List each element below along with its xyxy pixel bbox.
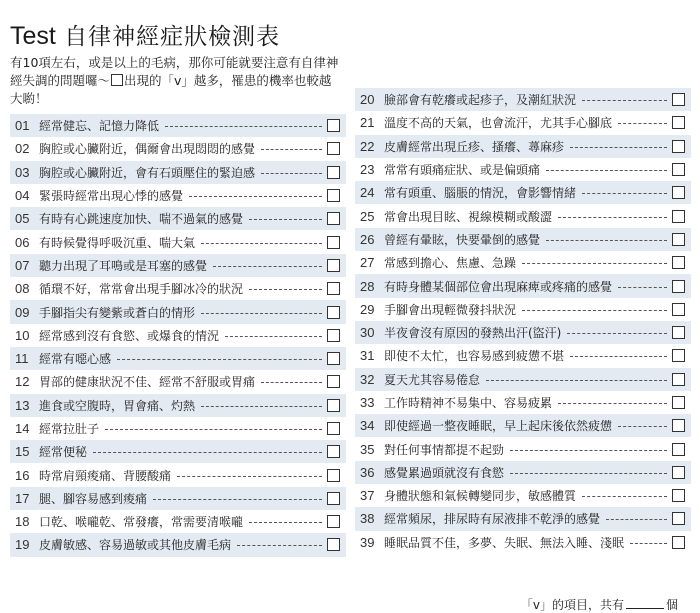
item-text: 循環不好，常常會出現手腳冰冷的狀況: [39, 282, 244, 297]
item-text: 皮膚敏感、容易過敏或其他皮膚毛病: [39, 538, 232, 553]
item-number: 36: [360, 464, 375, 480]
checklist-item[interactable]: [10, 254, 346, 277]
checklist-item[interactable]: [355, 111, 691, 134]
item-text: 進食或空腹時，胃會痛、灼熱: [39, 398, 196, 413]
checklist-item[interactable]: [10, 463, 346, 486]
item-text: 有時候覺得呼吸沉重、喘大氣: [39, 235, 196, 250]
dotted-leader: [618, 426, 667, 427]
item-number: 06: [15, 234, 30, 250]
dotted-leader: [522, 263, 667, 264]
item-number: 25: [360, 208, 375, 224]
item-text: 經常頻尿，排尿時有尿液排不乾淨的感覺: [384, 512, 601, 527]
item-checkbox[interactable]: [327, 189, 340, 202]
item-number: 26: [360, 231, 375, 247]
item-checkbox[interactable]: [327, 515, 340, 528]
dotted-leader: [546, 240, 667, 241]
item-text: 經常拉肚子: [39, 422, 100, 436]
item-number: 31: [360, 348, 375, 364]
checkbox-sample-icon: [111, 74, 123, 86]
item-checkbox[interactable]: [327, 538, 340, 551]
dotted-leader: [558, 403, 667, 404]
dotted-leader: [237, 545, 322, 546]
item-checkbox[interactable]: [672, 280, 685, 293]
item-number: 16: [15, 467, 30, 483]
item-text: 手腳指尖有變紫或蒼白的情形: [39, 305, 196, 320]
item-checkbox[interactable]: [672, 186, 685, 199]
checklist-right-column: [355, 88, 691, 554]
item-number: 14: [15, 421, 30, 436]
result-summary: [521, 596, 678, 613]
item-checkbox[interactable]: [327, 166, 340, 179]
dotted-leader: [201, 313, 322, 314]
item-text: 腿、腳容易感到痠痛: [39, 491, 148, 506]
item-number: 21: [360, 115, 375, 131]
checklist-item[interactable]: [10, 277, 346, 300]
checklist-item[interactable]: [355, 368, 691, 391]
checklist-item[interactable]: [355, 135, 691, 158]
item-number: 02: [15, 141, 30, 157]
item-text: 感覺累過頭就沒有食慾: [384, 465, 505, 480]
checklist-item[interactable]: [10, 510, 346, 533]
dotted-leader: [153, 499, 322, 500]
checklist-item[interactable]: [355, 88, 691, 111]
item-checkbox[interactable]: [327, 119, 340, 132]
item-number: 12: [15, 374, 30, 390]
checklist-item[interactable]: [10, 440, 346, 463]
item-number: 27: [360, 255, 375, 271]
item-text: 胃部的健康狀況不佳、經常不舒服或胃痛: [39, 375, 256, 390]
checklist-item[interactable]: [10, 533, 346, 556]
item-number: 18: [15, 514, 30, 530]
item-number: 37: [360, 488, 375, 504]
dotted-leader: [582, 100, 667, 101]
intro-text: [10, 54, 340, 108]
item-checkbox[interactable]: [672, 349, 685, 362]
item-text: 有時身體某個部位會出現麻痺或疼痛的感覺: [384, 279, 613, 294]
item-checkbox[interactable]: [672, 210, 685, 223]
item-number: 38: [360, 511, 375, 527]
checklist-item[interactable]: [355, 484, 691, 507]
checklist-item[interactable]: [355, 298, 691, 321]
checklist-item[interactable]: [10, 137, 346, 160]
checklist-item[interactable]: [355, 181, 691, 204]
item-checkbox[interactable]: [672, 93, 685, 106]
item-text: 經常感到沒有食慾、或爆食的情況: [39, 328, 220, 343]
dotted-leader: [105, 429, 322, 430]
checklist-item[interactable]: [10, 230, 346, 253]
dotted-leader: [582, 193, 667, 194]
item-number: 13: [15, 397, 30, 413]
item-checkbox[interactable]: [327, 352, 340, 365]
item-text: 常有頭重、腦脹的情況，會影響情緒: [384, 186, 577, 201]
item-checkbox[interactable]: [327, 259, 340, 272]
item-checkbox[interactable]: [327, 469, 340, 482]
item-checkbox[interactable]: [672, 466, 685, 479]
item-text: 睡眠品質不佳，多夢、失眠、無法入睡、淺眠: [384, 535, 625, 550]
item-checkbox[interactable]: [327, 492, 340, 505]
dotted-leader: [201, 406, 322, 407]
item-text: 溫度不高的天氣，也會流汗，尤其手心腳底: [384, 116, 613, 131]
checklist-item[interactable]: [355, 344, 691, 367]
item-number: 28: [360, 278, 375, 294]
item-number: 05: [15, 211, 30, 227]
dotted-leader: [618, 287, 667, 288]
item-number: 15: [15, 444, 30, 460]
dotted-leader: [165, 126, 322, 127]
dotted-leader: [630, 543, 667, 544]
item-checkbox[interactable]: [327, 422, 340, 435]
item-number: 35: [360, 441, 375, 457]
checklist-item[interactable]: [355, 531, 691, 554]
checklist-item[interactable]: [10, 207, 346, 230]
item-checkbox[interactable]: [672, 326, 685, 339]
item-checkbox[interactable]: [672, 512, 685, 525]
item-number: 32: [360, 371, 375, 387]
item-checkbox[interactable]: [327, 236, 340, 249]
checklist-item[interactable]: [10, 114, 346, 137]
item-text: 手腳會出現輕微發抖狀況: [384, 302, 517, 317]
item-checkbox[interactable]: [327, 329, 340, 342]
item-text: 胸腔或心臟附近，會有石頭壓住的緊迫感: [39, 165, 256, 180]
item-text: 經常有噁心感: [39, 352, 112, 367]
item-checkbox[interactable]: [327, 142, 340, 155]
title-zh: 自律神經症狀檢測表: [64, 24, 281, 50]
item-text: 皮膚經常出現丘疹、搔癢、蕁麻疹: [384, 139, 565, 154]
item-text: 臉部會有乾癢或起疹子，及潮紅狀況: [384, 93, 577, 108]
item-number: 29: [360, 301, 375, 317]
item-text: 常常有頭痛症狀、或是偏頭痛: [384, 163, 541, 178]
item-text: 口乾、喉嚨乾、常發癢，常需要清喉嚨: [39, 515, 244, 530]
item-checkbox[interactable]: [327, 399, 340, 412]
checklist-item[interactable]: [355, 414, 691, 437]
item-checkbox[interactable]: [672, 419, 685, 432]
dotted-leader: [570, 147, 667, 148]
checklist-item[interactable]: [10, 324, 346, 347]
dotted-leader: [117, 359, 322, 360]
dotted-leader: [249, 522, 322, 523]
title-en: Test: [10, 22, 56, 50]
dotted-leader: [618, 123, 667, 124]
item-text: 胸腔或心臟附近，偶爾會出現悶悶的感覺: [39, 142, 256, 157]
item-number: 30: [360, 325, 375, 341]
item-checkbox[interactable]: [672, 373, 685, 386]
item-checkbox[interactable]: [672, 489, 685, 502]
item-number: 39: [360, 534, 375, 550]
checklist-left-column: [10, 114, 346, 557]
item-number: 34: [360, 418, 375, 434]
checklist-item[interactable]: [10, 394, 346, 417]
checklist-item[interactable]: [355, 274, 691, 297]
item-number: 17: [15, 490, 30, 506]
item-number: 19: [15, 537, 30, 553]
item-checkbox[interactable]: [672, 163, 685, 176]
item-checkbox[interactable]: [672, 140, 685, 153]
checklist-item[interactable]: [10, 347, 346, 370]
checklist-item[interactable]: [10, 370, 346, 393]
item-text: 即使不太忙，也容易感到疲憊不堪: [384, 349, 565, 364]
item-text: 身體狀態和氣候轉變同步，敏感體質: [384, 489, 577, 504]
item-text: 曾經有暈眩，快要暈倒的感覺: [384, 232, 541, 247]
item-text: 常會出現目眩、視線模糊或酸澀: [384, 209, 553, 224]
item-checkbox[interactable]: [672, 536, 685, 549]
item-checkbox[interactable]: [672, 256, 685, 269]
item-number: 23: [360, 162, 375, 178]
item-number: 33: [360, 395, 375, 410]
checklist-item[interactable]: [355, 461, 691, 484]
item-number: 03: [15, 164, 30, 180]
item-text: 半夜會沒有原因的發熱出汗(盜汗): [384, 326, 562, 341]
item-checkbox[interactable]: [672, 443, 685, 456]
dotted-leader: [510, 450, 667, 451]
item-text: 時常肩頸痠痛、背腰酸痛: [39, 468, 172, 483]
item-text: 即使經過一整夜睡眠，早上起床後依然疲憊: [384, 419, 613, 434]
item-number: 01: [15, 118, 30, 134]
result-suffix: 個: [665, 598, 678, 612]
item-number: 24: [360, 185, 375, 201]
checklist-item[interactable]: [10, 300, 346, 323]
dotted-leader: [570, 356, 667, 357]
item-number: 22: [360, 138, 375, 154]
item-text: 對任何事情都提不起勁: [384, 442, 505, 457]
checklist-item[interactable]: [355, 158, 691, 181]
dotted-leader: [261, 149, 322, 150]
result-prefix: 「v」的項目，共有: [520, 598, 624, 612]
checklist-item[interactable]: [355, 204, 691, 227]
checklist-item[interactable]: [355, 437, 691, 460]
item-number: 11: [15, 351, 29, 367]
intro-part1: 有10項左右，或是以上的毛病，那你可能就要注意有自律神經失調的問題囉～: [10, 55, 339, 88]
item-text: 有時有心跳速度加快、喘不過氣的感覺: [39, 212, 244, 227]
item-text: 夏天尤其容易倦怠: [384, 372, 481, 387]
dotted-leader: [567, 333, 667, 334]
item-text: 經常便秘: [39, 445, 88, 460]
item-text: 常感到擔心、焦慮、急躁: [384, 256, 517, 271]
item-text: 經常健忘、記憶力降低: [39, 119, 160, 134]
item-number: 08: [15, 281, 30, 297]
item-number: 20: [360, 92, 375, 108]
item-checkbox[interactable]: [672, 396, 685, 409]
checklist-item[interactable]: [355, 391, 691, 414]
dotted-leader: [522, 310, 667, 311]
page-title: [10, 18, 280, 51]
dotted-leader: [582, 496, 667, 497]
checklist-item[interactable]: [355, 228, 691, 251]
item-text: 緊張時經常出現心悸的感覺: [39, 189, 184, 204]
dotted-leader: [558, 217, 667, 218]
item-checkbox[interactable]: [327, 445, 340, 458]
checklist-item[interactable]: [355, 507, 691, 530]
result-count-blank[interactable]: [626, 608, 664, 609]
dotted-leader: [93, 452, 322, 453]
item-number: 07: [15, 257, 30, 273]
item-checkbox[interactable]: [327, 282, 340, 295]
dotted-leader: [546, 170, 667, 171]
checklist-item[interactable]: [10, 487, 346, 510]
checklist-item[interactable]: [355, 251, 691, 274]
dotted-leader: [510, 473, 667, 474]
dotted-leader: [225, 336, 322, 337]
item-checkbox[interactable]: [327, 375, 340, 388]
checklist-item[interactable]: [10, 161, 346, 184]
dotted-leader: [189, 196, 322, 197]
dotted-leader: [249, 289, 322, 290]
intro-part2: 出現的「v」越多，罹患的機率也較越大喲！: [10, 73, 332, 106]
dotted-leader: [201, 243, 322, 244]
item-checkbox[interactable]: [672, 116, 685, 129]
dotted-leader: [486, 380, 667, 381]
item-checkbox[interactable]: [672, 233, 685, 246]
dotted-leader: [249, 219, 322, 220]
dotted-leader: [213, 266, 322, 267]
dotted-leader: [177, 476, 322, 477]
item-checkbox[interactable]: [327, 306, 340, 319]
item-checkbox[interactable]: [327, 212, 340, 225]
dotted-leader: [261, 173, 322, 174]
item-number: 04: [15, 188, 30, 204]
checklist-item[interactable]: [10, 417, 346, 440]
dotted-leader: [261, 382, 322, 383]
dotted-leader: [606, 519, 667, 520]
item-number: 10: [15, 327, 30, 343]
item-text: 工作時精神不易集中、容易疲累: [384, 396, 553, 410]
checklist-item[interactable]: [355, 321, 691, 344]
item-number: 09: [15, 304, 30, 320]
checklist-item[interactable]: [10, 184, 346, 207]
item-text: 聽力出現了耳鳴或是耳塞的感覺: [39, 258, 208, 273]
item-checkbox[interactable]: [672, 303, 685, 316]
